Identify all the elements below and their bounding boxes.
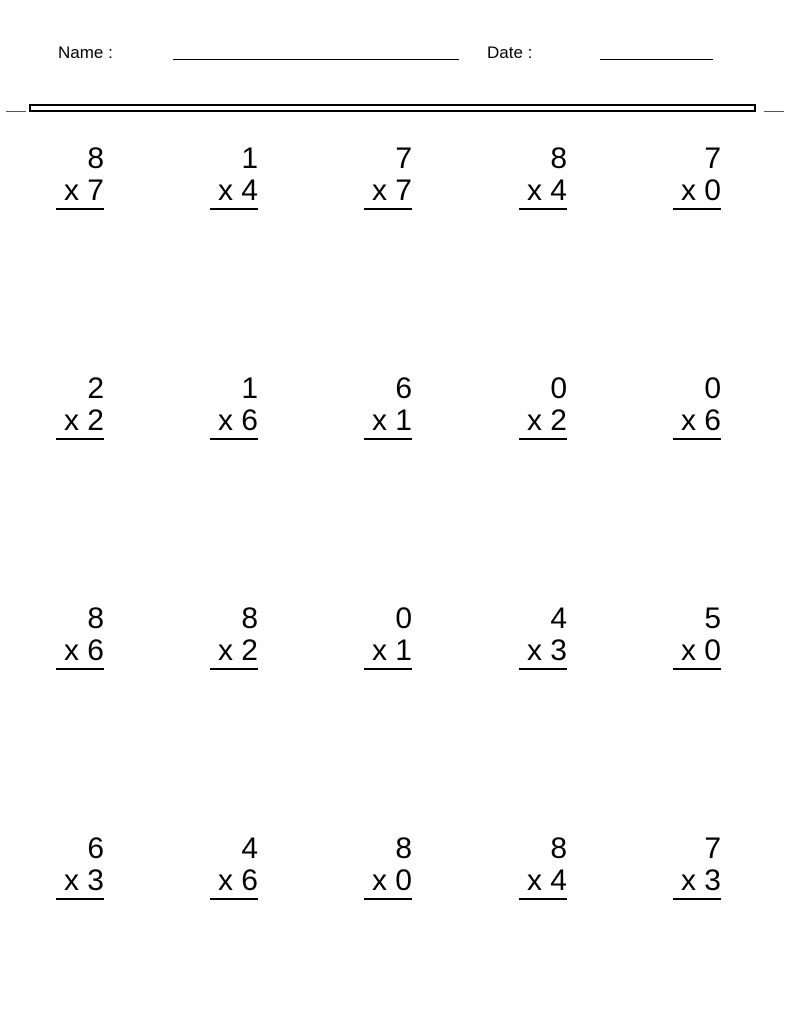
problem-top-number: 8	[87, 142, 104, 175]
problem-4-1	[44, 833, 104, 900]
problem-3-4	[507, 603, 567, 670]
problem-multiplier: x 6	[217, 864, 258, 897]
answer-rule[interactable]	[56, 668, 104, 670]
problem-multiplier: x 0	[371, 864, 412, 897]
problem-1-1	[44, 143, 104, 210]
problem-top-number: 7	[704, 142, 721, 175]
problem-multiplier: x 1	[371, 634, 412, 667]
problem-multiplier: x 2	[526, 404, 567, 437]
problem-3-2	[198, 603, 258, 670]
answer-rule[interactable]	[210, 208, 258, 210]
problem-multiplier: x 4	[217, 174, 258, 207]
problem-3-5	[661, 603, 721, 670]
answer-rule[interactable]	[210, 438, 258, 440]
problem-multiplier: x 4	[526, 174, 567, 207]
problem-multiplier: x 7	[371, 174, 412, 207]
answer-rule[interactable]	[364, 898, 412, 900]
problem-top-number: 8	[395, 832, 412, 865]
problem-4-4	[507, 833, 567, 900]
problem-3-1	[44, 603, 104, 670]
problem-top-number: 8	[87, 602, 104, 635]
problem-top-number: 6	[395, 372, 412, 405]
problem-3-3	[352, 603, 412, 670]
problem-multiplier: x 3	[680, 864, 721, 897]
problem-top-number: 4	[241, 832, 258, 865]
problem-1-5	[661, 143, 721, 210]
answer-rule[interactable]	[519, 438, 567, 440]
answer-rule[interactable]	[210, 898, 258, 900]
answer-rule[interactable]	[56, 898, 104, 900]
problem-top-number: 8	[241, 602, 258, 635]
problem-top-number: 6	[87, 832, 104, 865]
problem-2-4	[507, 373, 567, 440]
answer-rule[interactable]	[673, 898, 721, 900]
problem-top-number: 5	[704, 602, 721, 635]
problem-multiplier: x 4	[526, 864, 567, 897]
problem-multiplier: x 3	[526, 634, 567, 667]
problem-multiplier: x 0	[680, 634, 721, 667]
problem-top-number: 7	[395, 142, 412, 175]
problem-multiplier: x 0	[680, 174, 721, 207]
answer-rule[interactable]	[673, 668, 721, 670]
problem-multiplier: x 2	[217, 634, 258, 667]
problem-top-number: 1	[241, 142, 258, 175]
problem-multiplier: x 7	[63, 174, 104, 207]
problem-1-2	[198, 143, 258, 210]
answer-rule[interactable]	[519, 208, 567, 210]
problem-top-number: 0	[550, 372, 567, 405]
answer-rule[interactable]	[364, 668, 412, 670]
problem-top-number: 0	[704, 372, 721, 405]
problem-4-2	[198, 833, 258, 900]
answer-rule[interactable]	[56, 208, 104, 210]
date-label: Date :	[487, 43, 533, 62]
problem-top-number: 8	[550, 832, 567, 865]
answer-rule[interactable]	[210, 668, 258, 670]
problem-multiplier: x 1	[371, 404, 412, 437]
problem-multiplier: x 3	[63, 864, 104, 897]
answer-rule[interactable]	[673, 208, 721, 210]
problem-1-3	[352, 143, 412, 210]
answer-rule[interactable]	[673, 438, 721, 440]
problem-2-5	[661, 373, 721, 440]
answer-rule[interactable]	[56, 438, 104, 440]
problem-multiplier: x 6	[680, 404, 721, 437]
problem-multiplier: x 6	[63, 634, 104, 667]
answer-rule[interactable]	[364, 438, 412, 440]
problem-top-number: 7	[704, 832, 721, 865]
problem-multiplier: x 2	[63, 404, 104, 437]
answer-rule[interactable]	[519, 898, 567, 900]
answer-rule[interactable]	[364, 208, 412, 210]
problem-2-1	[44, 373, 104, 440]
problem-top-number: 0	[395, 602, 412, 635]
problem-2-3	[352, 373, 412, 440]
answer-rule[interactable]	[519, 668, 567, 670]
problem-1-4	[507, 143, 567, 210]
problem-4-5	[661, 833, 721, 900]
problem-top-number: 4	[550, 602, 567, 635]
problem-top-number: 8	[550, 142, 567, 175]
problem-multiplier: x 6	[217, 404, 258, 437]
name-label: Name :	[58, 43, 113, 62]
problem-top-number: 1	[241, 372, 258, 405]
problem-2-2	[198, 373, 258, 440]
problem-top-number: 2	[87, 372, 104, 405]
problem-4-3	[352, 833, 412, 900]
